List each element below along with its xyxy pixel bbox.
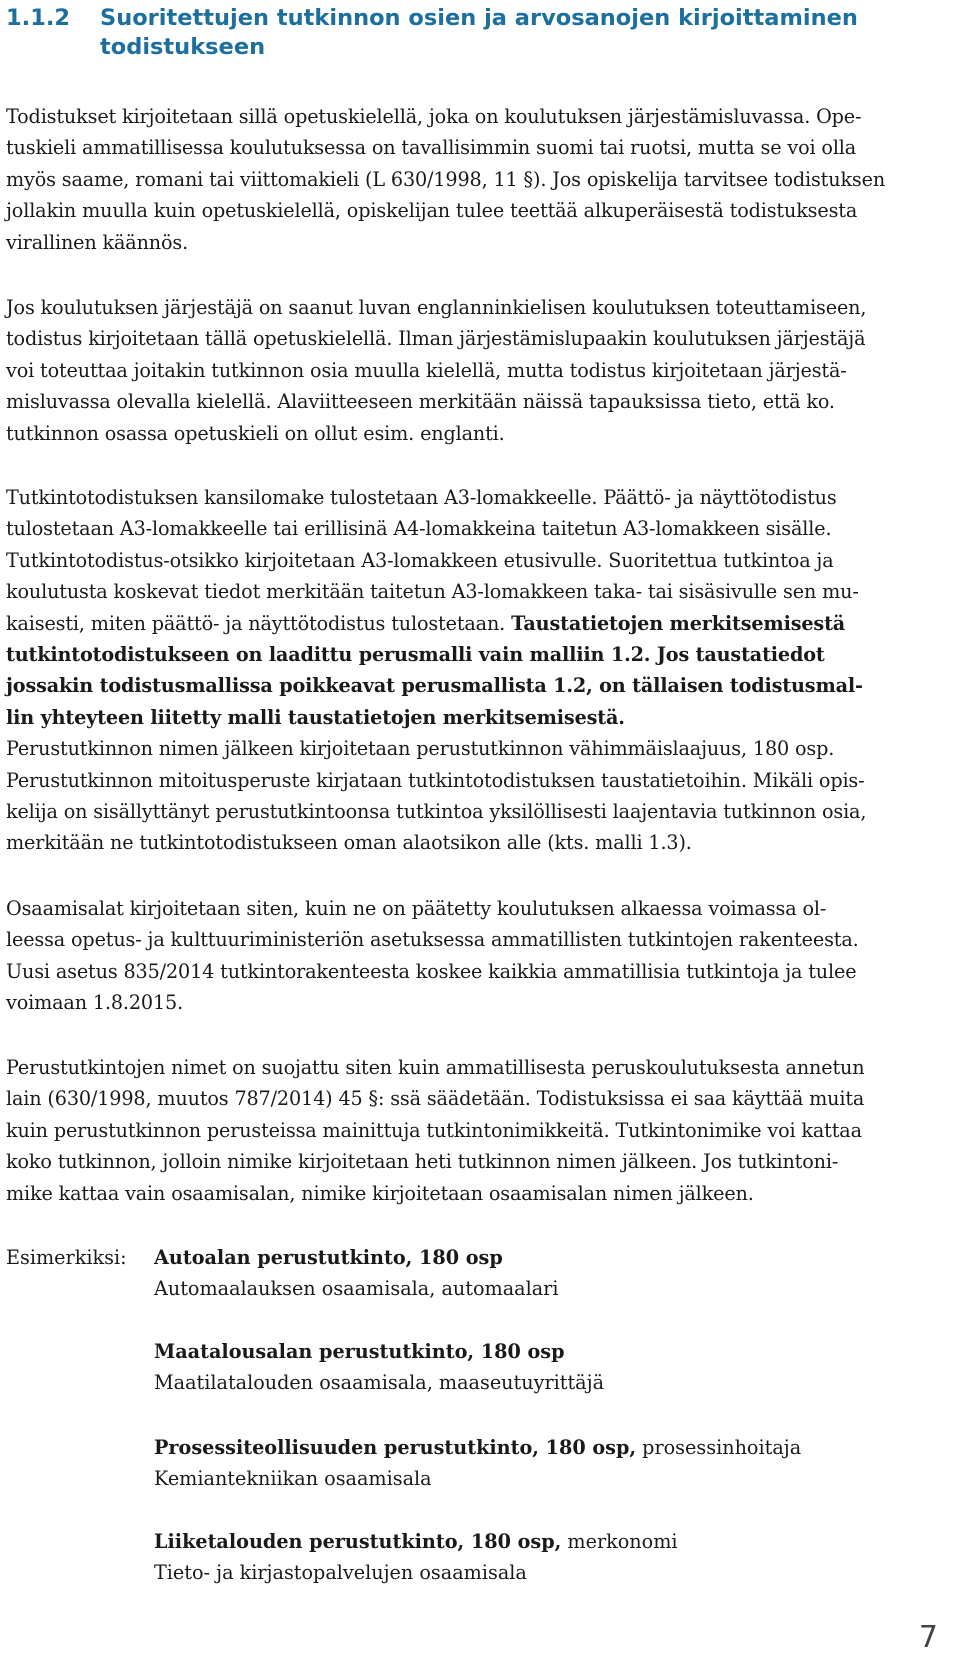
paragraph-line: Todistukset kirjoitetaan sillä opetuskielellä, joka on koulutuksen järjestämisluvassa. Ope- — [6, 105, 862, 128]
paragraph-line: merkitään ne tutkintotodistukseen oman alaotsikon alle (kts. malli 1.3). — [6, 831, 692, 855]
paragraph-line: misluvassa olevalla kielellä. Alaviitteeseen merkitään näissä tapauksissa tieto, että ko. — [6, 390, 835, 414]
paragraph-line: tutkinnon osassa opetuskieli on ollut esim. englanti. — [6, 421, 505, 445]
paragraph-line: Tutkintotodistus-otsikko kirjoitetaan A3-lomakkeen etusivulle. Suoritettua tutkintoa ja — [6, 548, 834, 572]
example-item — [154, 1432, 801, 1495]
paragraph-line-bold: jossakin todistusmallissa poikkeavat perusmallista 1.2, on tällaisen todistusmal- — [6, 674, 863, 698]
paragraph-line-bold: lin yhteyteen liitetty malli taustatietojen merkitsemisestä. — [6, 705, 625, 729]
paragraph-line: leessa opetus- ja kulttuuriministeriön asetuksessa ammatillisten tutkintojen rakenteesta. — [6, 928, 859, 952]
example-title-line — [154, 1526, 678, 1557]
paragraph-line: tuskieli ammatillisessa koulutuksessa on tavallisimmin suomi tai ruotsi, mutta se voi olla — [6, 136, 857, 160]
paragraph-line: voimaan 1.8.2015. — [6, 991, 184, 1015]
examples-label: Esimerkiksi: — [6, 1246, 127, 1269]
paragraph-line: tulostetaan A3-lomakkeelle tai erillisinä A4-lomakkeina taitetun A3-lomakkeen sisälle. — [6, 517, 832, 541]
section-heading — [6, 4, 906, 62]
paragraph-3 — [6, 482, 958, 859]
paragraph-line: virallinen käännös. — [6, 230, 189, 254]
paragraph-line: todistus kirjoitetaan tällä opetuskielellä. Ilman järjestämislupaakin koulutuksen järjestäjä — [6, 327, 866, 351]
example-title: Maatalousalan perustutkinto, 180 osp — [154, 1340, 565, 1363]
section-title-line-2: todistukseen — [100, 34, 266, 60]
example-title: Prosessiteollisuuden perustutkinto, 180 osp, — [154, 1436, 637, 1459]
example-subtitle: Tieto- ja kirjastopalvelujen osaamisala — [154, 1561, 527, 1585]
example-title-line — [154, 1432, 801, 1463]
paragraph-line: Osaamisalat kirjoitetaan siten, kuin ne on päätetty koulutuksen alkaessa voimassa ol- — [6, 897, 827, 920]
paragraph-5 — [6, 1052, 958, 1209]
paragraph-line: myös saame, romani tai viittomakieli (L 630/1998, 11 §). Jos opiskelija tarvitsee todistuksen — [6, 167, 886, 191]
section-title-line-1: Suoritettujen tutkinnon osien ja arvosanojen kirjoittaminen — [100, 5, 858, 31]
paragraph-line: mike kattaa vain osaamisalan, nimike kirjoitetaan osaamisalan nimen jälkeen. — [6, 1181, 754, 1205]
bold-text: Taustatietojen merkitsemisestä — [511, 611, 846, 635]
paragraph-line: Uusi asetus 835/2014 tutkintorakenteesta koskee kaikkia ammatillisia tutkintoja ja tulee — [6, 959, 857, 983]
example-title-line — [154, 1242, 558, 1273]
paragraph-line: jollakin muulla kuin opetuskielellä, opiskelijan tulee teettää alkuperäisestä todistuksesta — [6, 199, 858, 223]
paragraph-line: Perustutkinnon mitoitusperuste kirjataan tutkintotodistuksen taustatietoihin. Mikäli opis- — [6, 768, 865, 792]
paragraph-line: koulutusta koskevat tiedot merkitään taitetun A3-lomakkeen taka- tai sisäsivulle sen mu- — [6, 580, 859, 604]
example-title-suffix: prosessinhoitaja — [636, 1436, 802, 1459]
paragraph-text: kaisesti, miten päättö- ja näyttötodistus tulostetaan. — [6, 611, 506, 635]
paragraph-1 — [6, 101, 958, 258]
example-subtitle: Maatilatalouden osaamisala, maaseutuyrittäjä — [154, 1371, 605, 1395]
example-item — [154, 1336, 604, 1399]
paragraph-line: Perustutkinnon nimen jälkeen kirjoitetaan perustutkinnon vähimmäislaajuus, 180 osp. — [6, 737, 835, 761]
paragraph-line: voi toteuttaa joitakin tutkinnon osia muulla kielellä, mutta todistus kirjoitetaan järjestä- — [6, 358, 847, 382]
example-title-line — [154, 1336, 604, 1367]
page-number: 7 — [918, 1620, 938, 1655]
example-title: Liiketalouden perustutkinto, 180 osp, — [154, 1530, 562, 1553]
example-title: Autoalan perustutkinto, 180 osp — [154, 1246, 503, 1269]
paragraph-line-bold: tutkintotodistukseen on laadittu perusmalli vain malliin 1.2. Jos taustatiedot — [6, 643, 825, 667]
paragraph-line-mixed — [6, 608, 958, 639]
paragraph-4 — [6, 893, 958, 1019]
example-subtitle: Kemiantekniikan osaamisala — [154, 1467, 432, 1491]
example-title-suffix: merkonomi — [561, 1530, 678, 1553]
paragraph-line: kelija on sisällyttänyt perustutkintoonsa tutkintoa yksilöllisesti laajentavia tutkinnon osia, — [6, 800, 867, 824]
example-item — [154, 1242, 558, 1305]
example-item — [154, 1526, 678, 1589]
example-subtitle: Automaalauksen osaamisala, automaalari — [154, 1277, 559, 1301]
paragraph-line: Jos koulutuksen järjestäjä on saanut luvan englanninkielisen koulutuksen toteuttamiseen, — [6, 296, 867, 319]
paragraph-line: Perustutkintojen nimet on suojattu siten kuin ammatillisesta peruskoulutuksesta annetun — [6, 1056, 865, 1079]
paragraph-line: koko tutkinnon, jolloin nimike kirjoitetaan heti tutkinnon nimen jälkeen. Jos tutkintoni- — [6, 1150, 839, 1174]
paragraph-line: lain (630/1998, muutos 787/2014) 45 §: ssä säädetään. Todistuksissa ei saa käyttää muita — [6, 1087, 865, 1111]
paragraph-line: Tutkintotodistuksen kansilomake tulostetaan A3-lomakkeelle. Päättö- ja näyttötodistus — [6, 486, 837, 509]
paragraph-2 — [6, 292, 958, 449]
section-number: 1.1.2 — [6, 5, 71, 31]
paragraph-line: kuin perustutkinnon perusteissa mainittuja tutkintonimikkeitä. Tutkintonimike voi kattaa — [6, 1118, 862, 1142]
